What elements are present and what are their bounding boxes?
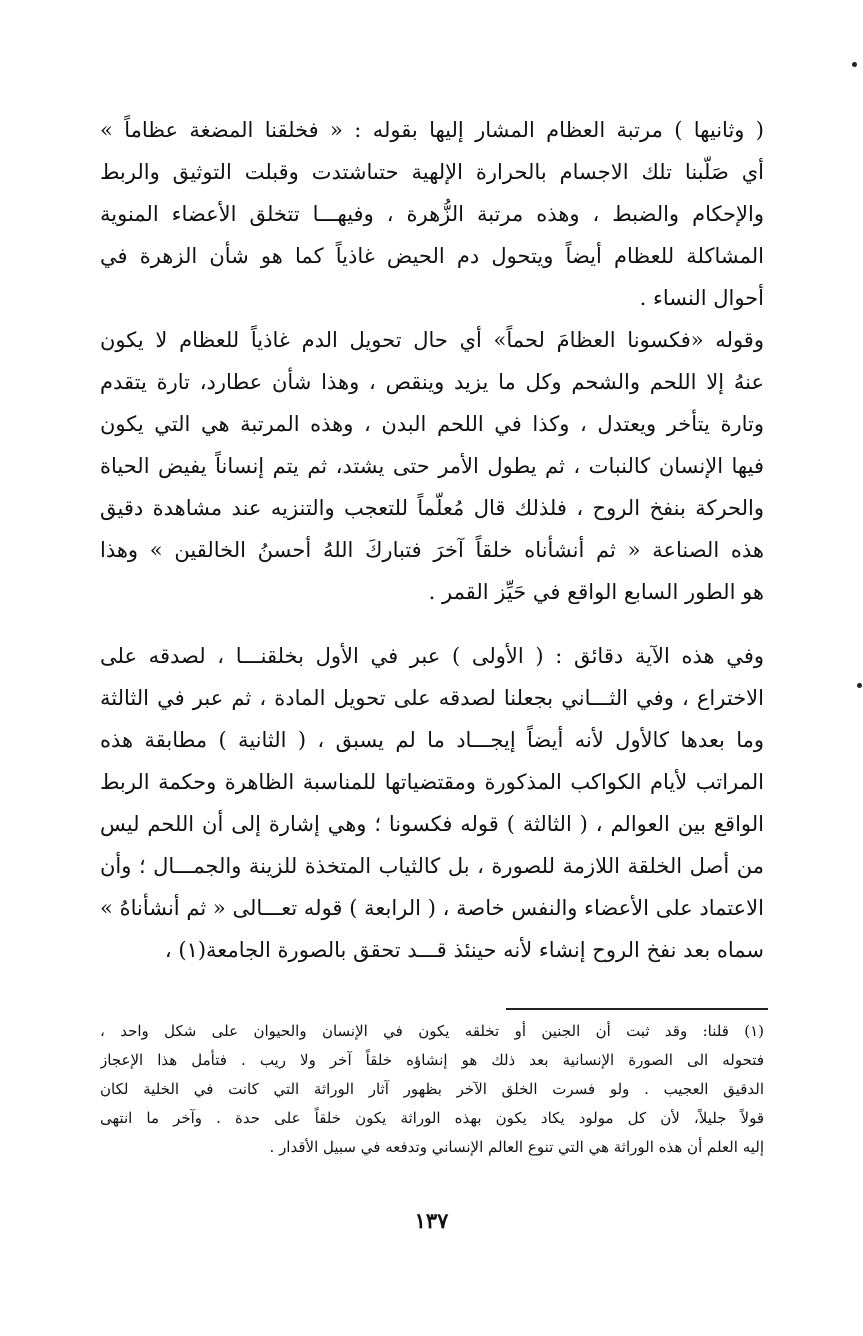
footnote-line: قولاً جليلاً، لأن كل مولود يكاد يكون بهذه الوراثة يكون خلقاً على حدة . وآخر ما انتهى — [100, 1109, 764, 1127]
paragraph-1 — [100, 109, 764, 319]
text-line: سماه بعد نفخ الروح إنشاء لأنه حينئذ قـــد تحقق بالصورة الجامعة(١) ، — [164, 938, 764, 962]
footnote-line: فتحوله الى الصورة الإنسانية بعد ذلك هو إنشاؤه خلقاً آخر ولا ريب . فتأمل هذا الإعجاز — [100, 1051, 764, 1069]
text-line: أحوال النساء . — [639, 286, 764, 310]
text-line: الاختراع ، وفي الثـــاني بجعلنا لصدقه على تحويل المادة ، ثم عبر في الثالثة — [100, 686, 764, 710]
text-line: هذه الصناعة « ثم أنشأناه خلقاً آخرَ فتباركَ اللهُ أحسنُ الخالقين » وهذا — [100, 538, 764, 562]
page-speck — [857, 683, 862, 688]
text-line: وتارة يتأخر ويعتدل ، وكذا في اللحم البدن ، وهذه المرتبة هي التي يكون — [100, 412, 764, 436]
text-line: والحركة بنفخ الروح ، فلذلك قال مُعلّماً للتعجب والتنزيه عند مشاهدة دقيق — [100, 496, 764, 520]
footnote-separator — [506, 1008, 768, 1010]
text-line: وفي هذه الآية دقائق : ( الأولى ) عبر في الأول بخلقنـــا ، لصدقه على — [100, 644, 764, 668]
footnote-line: إليه العلم أن هذه الوراثة هي التي تنوع العالم الإنساني وتدفعه في سبيل الأقدار . — [269, 1138, 764, 1156]
text-line: والإحكام والضبط ، وهذه مرتبة الزُّهرة ، وفيهـــا تتخلق الأعضاء المنوية — [100, 202, 764, 226]
text-line: عنهُ إلا اللحم والشحم وكل ما يزيد وينقص ، وهذا شأن عطارد، تارة يتقدم — [100, 370, 764, 394]
text-line: ( وثانيها ) مرتبة العظام المشار إليها بقوله : « فخلقنا المضغة عظاماً » — [100, 118, 764, 142]
footnote-line: (١) قلنا: وقد ثبت أن الجنين أو تخلقه يكون في الإنسان والحيوان على شكل واحد ، — [100, 1022, 764, 1040]
footnote — [100, 1017, 764, 1162]
paragraph-3 — [100, 635, 764, 971]
page-number: ١٣٧ — [414, 1208, 449, 1233]
text-line: وما بعدها كالأول لأنه أيضاً إيجـــاد ما لم يسبق ، ( الثانية ) مطابقة هذه — [100, 728, 764, 752]
paragraph-2 — [100, 319, 764, 613]
text-line: وقوله «فكسونا العظامَ لحماً» أي حال تحويل الدم غاذياً للعظام لا يكون — [100, 328, 764, 352]
text-line: المراتب لأيام الكواكب المذكورة ومقتضياتها للمناسبة الظاهرة وحكمة الربط — [100, 770, 764, 794]
text-line: من أصل الخلقة اللازمة للصورة ، بل كالثياب المتخذة للزينة والجمـــال ؛ وأن — [100, 854, 764, 878]
text-line: فيها الإنسان كالنبات ، ثم يطول الأمر حتى يشتد، ثم يتم إنساناً يفيض الحياة — [100, 454, 764, 478]
text-line: هو الطور السابع الواقع في حَيِّز القمر . — [428, 580, 764, 604]
footnote-line: الدقيق العجيب . ولو فسرت الخلق الآخر بظهور آثار الوراثة التي كانت في الخلية لكان — [100, 1080, 764, 1098]
text-line: الاعتماد على الأعضاء والنفس خاصة ، ( الرابعة ) قوله تعـــالى « ثم أنشأناهُ » — [100, 896, 764, 920]
text-line: أي صَلّبنا تلك الاجسام بالحرارة الإلهية حتىاشتدت وقبلت التوثيق والربط — [100, 160, 764, 184]
page-speck — [852, 62, 857, 67]
text-line: الواقع بين العوالم ، ( الثالثة ) قوله فكسونا ؛ وهي إشارة إلى أن اللحم ليس — [100, 812, 764, 836]
text-line: المشاكلة للعظام أيضاً ويتحول دم الحيض غاذياً كما هو شأن الزهرة في — [100, 244, 764, 268]
